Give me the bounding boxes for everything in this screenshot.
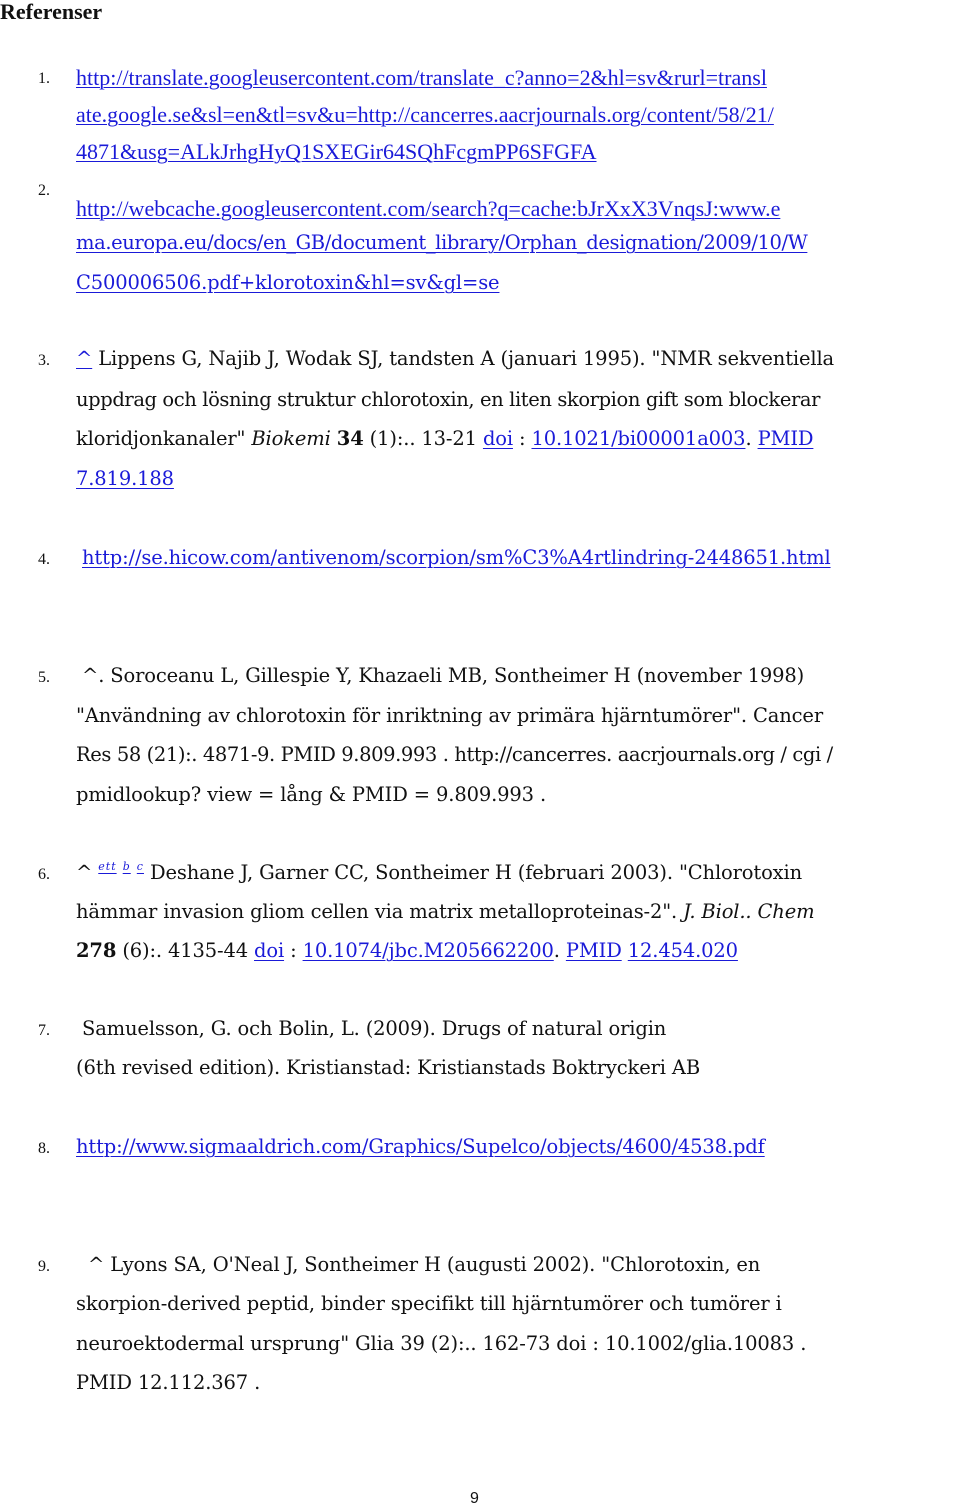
reference-link[interactable]: http://translate.googleusercontent.com/translate_c?anno=2&hl=sv&rurl=transl [76,65,767,90]
journal-name: Biokemi [251,427,331,450]
reference-line: hämmar invasion gliom cellen via matrix metalloproteinas-2". J. Biol.. Chem [76,900,815,923]
reference-number: 5. [38,669,50,686]
reference-line: "Användning av chlorotoxin för inriktning av primära hjärntumörer". Cancer [76,704,823,727]
backlink-caret[interactable]: ^ [76,347,93,370]
reference-number: 7. [38,1022,50,1039]
reference-number: 9. [38,1258,50,1275]
pmid-link[interactable]: PMID [565,939,622,962]
reference-number: 1. [38,70,50,87]
doi-value-link[interactable]: 10.1074/jbc.M205662200 [302,939,554,962]
reference-number: 4. [38,551,50,568]
reference-line: pmidlookup? view = lång & PMID = 9.809.993 . [76,783,546,806]
volume: 278 [76,939,117,962]
reference-line: (6th revised edition). Kristianstad: Kristianstads Boktryckeri AB [76,1056,701,1079]
pmid-link[interactable]: PMID [757,427,814,450]
pmid-value-link[interactable]: 7.819.188 [76,467,174,490]
reference-line: uppdrag och lösning struktur chlorotoxin, en liten skorpion gift som blockerar [76,388,821,411]
reference-link[interactable]: http://webcache.googleusercontent.com/search?q=cache:bJrXxX3VnqsJ:www.e [76,196,781,221]
pmid-value-link[interactable]: 12.454.020 [627,939,738,962]
doi-value-link[interactable]: 10.1021/bi00001a003 [531,427,746,450]
reference-number: 3. [38,352,50,369]
reference-number: 8. [38,1140,50,1157]
reference-line: 278 (6):. 4135-44 doi : 10.1074/jbc.M205662200. PMID 12.454.020 [76,939,738,962]
reference-number: 6. [38,866,50,883]
reference-link[interactable]: C500006506.pdf+klorotoxin&hl=sv&gl=se [76,271,500,294]
reference-link[interactable]: ate.google.se&sl=en&tl=sv&u=http://cancerres.aacrjournals.org/content/58/21/ [76,102,774,127]
reference-line: kloridjonkanaler" Biokemi 34 (1):.. 13-21 doi : 10.1021/bi00001a003. PMID [76,427,814,450]
reference-line: neuroektodermal ursprung" Glia 39 (2):.. 162-73 doi : 10.1002/glia.10083 . [76,1332,807,1355]
reference-link[interactable]: 4871&usg=ALkJrhgHyQ1SXEGir64SQhFcgmPP6SFGFA [76,139,597,164]
reference-link[interactable]: ma.europa.eu/docs/en_GB/document_library/Orphan_designation/2009/10/W [76,231,808,254]
reference-link[interactable]: http://se.hicow.com/antivenom/scorpion/sm%C3%A4rtlindring-2448651.html [82,546,831,569]
page-title: Referenser [0,0,103,24]
doi-link[interactable]: doi [254,939,285,962]
backlink-b[interactable]: b [122,860,131,873]
reference-line: PMID 12.112.367 . [76,1371,261,1394]
reference-line: ^ $^{ett}$ $^b$ $^c$ Deshane J, Garner CC, Sontheimer H (februari 2003). "Chlorotoxin [76,860,803,884]
journal-name: J. Biol.. Chem [683,900,815,923]
backlink-a[interactable]: ett [98,860,117,873]
reference-line: Res 58 (21):. 4871-9. PMID 9.809.993 . http://cancerres. aacrjournals.org / cgi / [76,743,833,766]
volume: 34 [336,427,364,450]
reference-line: Samuelsson, G. och Bolin, L. (2009). Drugs of natural origin [82,1017,667,1040]
reference-line: ^. Soroceanu L, Gillespie Y, Khazaeli MB, Sontheimer H (november 1998) [82,664,805,687]
backlink-c[interactable]: c [136,860,144,873]
reference-line: ^ Lyons SA, O'Neal J, Sontheimer H (augusti 2002). "Chlorotoxin, en [88,1253,761,1276]
reference-number: 2. [38,182,50,199]
reference-link[interactable]: http://www.sigmaaldrich.com/Graphics/Supelco/objects/4600/4538.pdf [76,1135,765,1158]
doi-link[interactable]: doi [482,427,513,450]
reference-line: skorpion-derived peptid, binder specifikt till hjärntumörer och tumörer i [76,1292,782,1315]
page-number: 9 [470,1490,479,1507]
reference-line: ^ Lippens G, Najib J, Wodak SJ, tandsten A (januari 1995). "NMR sekventiella [76,347,835,370]
